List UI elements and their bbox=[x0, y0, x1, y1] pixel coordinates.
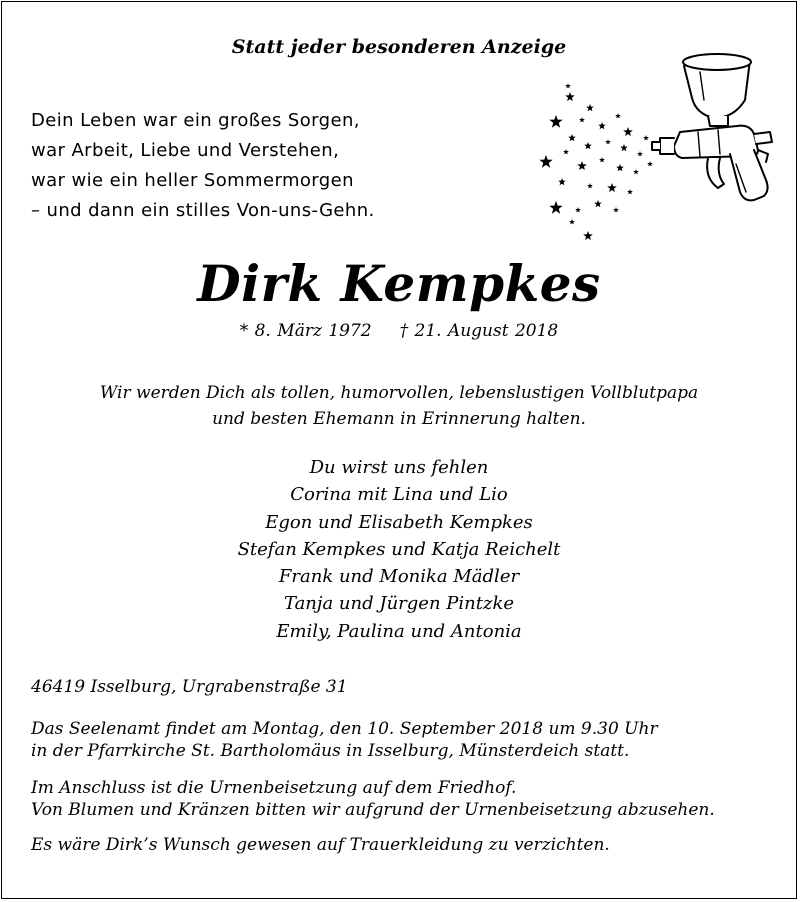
star-icon bbox=[568, 134, 576, 141]
burial-line: Von Blumen und Kränzen bitten wir aufgrund der Urnenbeisetzung abzusehen. bbox=[31, 800, 715, 820]
tribute-text bbox=[2, 380, 796, 432]
star-icon bbox=[643, 135, 649, 140]
burial-line: Im Anschluss ist die Urnenbeisetzung auf dem Friedhof. bbox=[31, 778, 517, 798]
star-icon bbox=[637, 151, 643, 156]
obituary-notice bbox=[1, 1, 797, 899]
star-icon bbox=[613, 207, 619, 212]
star-icon bbox=[569, 219, 575, 224]
poem-line: Dein Leben war ein großes Sorgen, bbox=[31, 110, 360, 131]
star-icon bbox=[563, 149, 569, 154]
star-icon bbox=[565, 92, 575, 101]
star-icon bbox=[615, 113, 621, 118]
mourner-line: Stefan Kempkes und Katja Reichelt bbox=[237, 538, 561, 560]
death-date: † 21. August 2018 bbox=[399, 321, 559, 341]
dress-wish: Es wäre Dirk’s Wunsch gewesen auf Trauerkleidung zu verzichten. bbox=[31, 835, 610, 855]
poem-line: war Arbeit, Liebe und Verstehen, bbox=[31, 140, 340, 161]
mourner-line: Tanja und Jürgen Pintzke bbox=[283, 593, 515, 615]
mourner-line: Du wirst uns fehlen bbox=[309, 457, 489, 478]
poem-line: – und dann ein stilles Von-uns-Gehn. bbox=[31, 200, 375, 221]
star-icon bbox=[598, 122, 606, 129]
service-line: in der Pfarrkirche St. Bartholomäus in Isselburg, Münsterdeich statt. bbox=[31, 741, 630, 761]
star-icon bbox=[558, 178, 566, 185]
star-icon bbox=[647, 161, 653, 166]
notice-header: Statt jeder besonderen Anzeige bbox=[231, 36, 567, 58]
address: 46419 Isselburg, Urgrabenstraße 31 bbox=[31, 677, 348, 697]
star-icon bbox=[587, 183, 593, 188]
star-icon bbox=[549, 115, 562, 128]
star-icon bbox=[623, 127, 633, 136]
star-icon bbox=[594, 200, 602, 207]
star-icon bbox=[565, 83, 571, 88]
star-icon bbox=[583, 231, 593, 240]
tribute-line: und besten Ehemann in Erinnerung halten. bbox=[212, 409, 586, 429]
poem bbox=[31, 106, 375, 226]
star-icon bbox=[549, 201, 562, 214]
poem-line: war wie ein heller Sommermorgen bbox=[31, 170, 354, 191]
mourner-line: Emily, Paulina und Antonia bbox=[276, 620, 522, 642]
service-info bbox=[31, 718, 786, 762]
star-icon bbox=[633, 169, 639, 174]
deceased-name: Dirk Kempkes bbox=[197, 254, 601, 313]
star-icon bbox=[620, 144, 628, 151]
star-icon bbox=[575, 207, 581, 212]
star-icon bbox=[627, 189, 633, 194]
mourner-line: Egon und Elisabeth Kempkes bbox=[265, 511, 533, 533]
life-dates bbox=[2, 321, 796, 341]
mourner-line: Corina mit Lina und Lio bbox=[290, 484, 508, 506]
star-icon bbox=[616, 164, 624, 171]
star-icon bbox=[586, 104, 594, 111]
spray-gun-with-stars-icon bbox=[532, 42, 777, 252]
star-icon bbox=[577, 161, 587, 170]
tribute-line: Wir werden Dich als tollen, humorvollen, lebenslustigen Vollblutpapa bbox=[99, 383, 699, 403]
mourner-line: Frank und Monika Mädler bbox=[278, 566, 520, 588]
star-icon bbox=[605, 139, 611, 144]
burial-info bbox=[31, 777, 786, 821]
service-line: Das Seelenamt findet am Montag, den 10. September 2018 um 9.30 Uhr bbox=[31, 719, 658, 739]
mourners-list bbox=[2, 454, 796, 645]
star-icon bbox=[607, 183, 617, 192]
star-icon bbox=[599, 157, 605, 162]
star-icon bbox=[579, 117, 585, 122]
star-icon bbox=[584, 142, 592, 149]
star-icon bbox=[539, 155, 552, 168]
birth-date: * 8. März 1972 bbox=[239, 321, 372, 341]
